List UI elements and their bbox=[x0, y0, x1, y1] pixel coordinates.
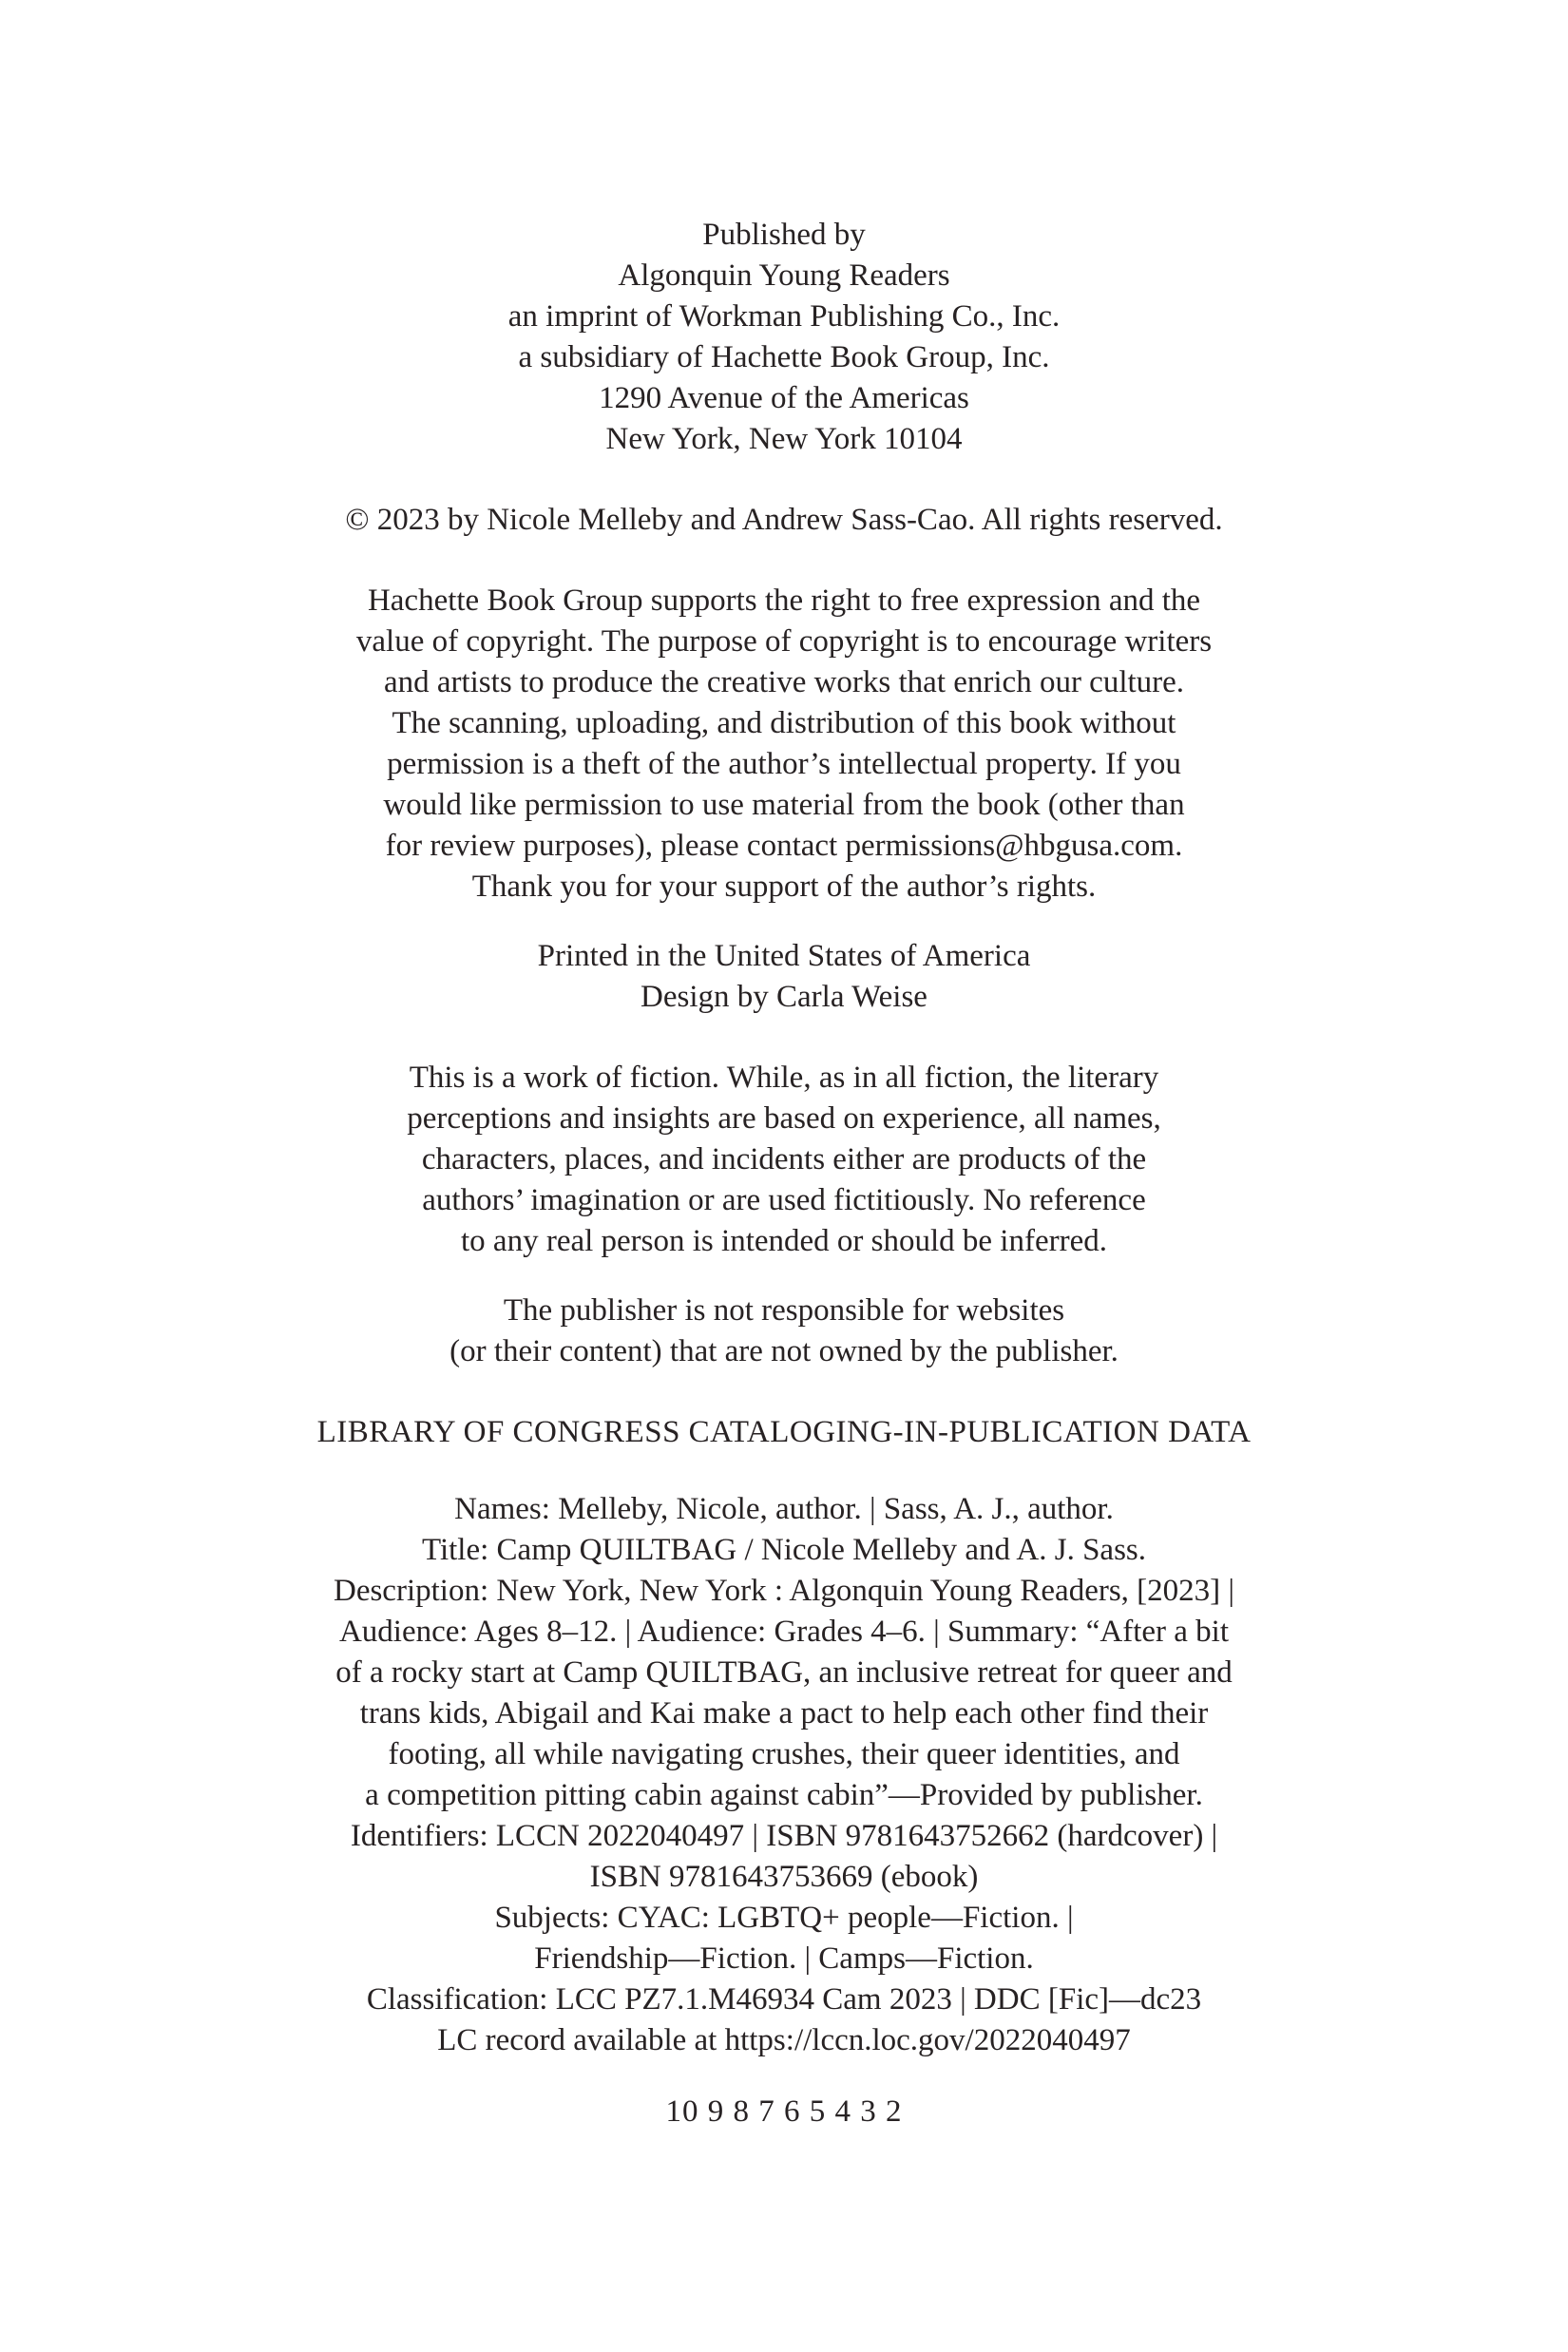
text-line: Audience: Ages 8–12. | Audience: Grades 4–6. | Summary: “After a bit bbox=[338, 1615, 1230, 1649]
text-line: Published by bbox=[702, 218, 866, 252]
text-line: of a rocky start at Camp QUILTBAG, an inclusive retreat for queer and bbox=[335, 1655, 1233, 1690]
cip-heading bbox=[0, 1412, 1568, 1453]
text-line: 1290 Avenue of the Americas bbox=[599, 381, 969, 415]
text-line: to any real person is intended or should be inferred. bbox=[461, 1224, 1107, 1258]
text-line: value of copyright. The purpose of copyright is to encourage writers bbox=[355, 624, 1213, 659]
fiction-disclaimer-block bbox=[0, 1058, 1568, 1262]
copyright-line: © 2023 by Nicole Melleby and Andrew Sass-Cao. All rights reserved. bbox=[345, 503, 1223, 537]
text-line: The scanning, uploading, and distribution of this book without bbox=[392, 706, 1176, 740]
cip-heading-line: LIBRARY OF CONGRESS CATALOGING-IN-PUBLICATION DATA bbox=[316, 1415, 1252, 1449]
text-line: perceptions and insights are based on experience, all names, bbox=[407, 1101, 1161, 1136]
printers-key-line: 10 9 8 7 6 5 4 3 2 bbox=[665, 2094, 903, 2129]
text-line: New York, New York 10104 bbox=[605, 422, 963, 456]
rights-notice-block bbox=[0, 581, 1568, 908]
publisher-address-block bbox=[0, 215, 1568, 460]
text-line: Description: New York, New York : Algonquin Young Readers, [2023] | bbox=[333, 1574, 1235, 1608]
text-line: Title: Camp QUILTBAG / Nicole Melleby and A. J. Sass. bbox=[421, 1533, 1147, 1567]
text-line: The publisher is not responsible for websites bbox=[503, 1293, 1065, 1328]
printers-key-block bbox=[0, 2092, 1568, 2132]
text-line: Thank you for your support of the author’s rights. bbox=[471, 870, 1097, 904]
text-line: Friendship—Fiction. | Camps—Fiction. bbox=[534, 1941, 1034, 1976]
text-line: footing, all while navigating crushes, their queer identities, and bbox=[388, 1737, 1180, 1771]
text-line: would like permission to use material from the book (other than bbox=[383, 788, 1185, 822]
text-line: authors’ imagination or are used fictitiously. No reference bbox=[422, 1183, 1146, 1217]
text-line: Algonquin Young Readers bbox=[618, 258, 950, 293]
printing-credit-block bbox=[0, 936, 1568, 1018]
text-line: ISBN 9781643753669 (ebook) bbox=[589, 1860, 979, 1894]
text-line: for review purposes), please contact permissions@hbgusa.com. bbox=[385, 829, 1183, 863]
text-line: (or their content) that are not owned by the publisher. bbox=[449, 1334, 1119, 1368]
text-line: permission is a theft of the author’s intellectual property. If you bbox=[387, 747, 1181, 781]
text-line: and artists to produce the creative works that enrich our culture. bbox=[383, 665, 1185, 699]
text-line: a competition pitting cabin against cabin”—Provided by publisher. bbox=[365, 1778, 1203, 1812]
text-line: LC record available at https://lccn.loc.gov/2022040497 bbox=[437, 2023, 1131, 2057]
text-line: Subjects: CYAC: LGBTQ+ people—Fiction. | bbox=[494, 1901, 1074, 1935]
text-line: Design by Carla Weise bbox=[641, 980, 927, 1014]
cip-data-block bbox=[0, 1489, 1568, 2061]
copyright-statement bbox=[0, 500, 1568, 541]
text-line: Printed in the United States of America bbox=[537, 939, 1031, 973]
text-line: Names: Melleby, Nicole, author. | Sass, A. J., author. bbox=[454, 1492, 1114, 1526]
text-line: trans kids, Abigail and Kai make a pact to help each other find their bbox=[359, 1696, 1209, 1731]
text-line: Identifiers: LCCN 2022040497 | ISBN 9781643752662 (hardcover) | bbox=[350, 1819, 1218, 1853]
website-disclaimer-block bbox=[0, 1291, 1568, 1372]
text-line: characters, places, and incidents either are products of the bbox=[421, 1142, 1147, 1176]
text-line: This is a work of fiction. While, as in all fiction, the literary bbox=[409, 1061, 1159, 1095]
text-line: Hachette Book Group supports the right to free expression and the bbox=[367, 583, 1201, 618]
text-line: Classification: LCC PZ7.1.M46934 Cam 2023 | DDC [Fic]—dc23 bbox=[366, 1982, 1202, 2017]
text-line: an imprint of Workman Publishing Co., Inc. bbox=[507, 299, 1061, 334]
text-line: a subsidiary of Hachette Book Group, Inc. bbox=[518, 340, 1050, 374]
